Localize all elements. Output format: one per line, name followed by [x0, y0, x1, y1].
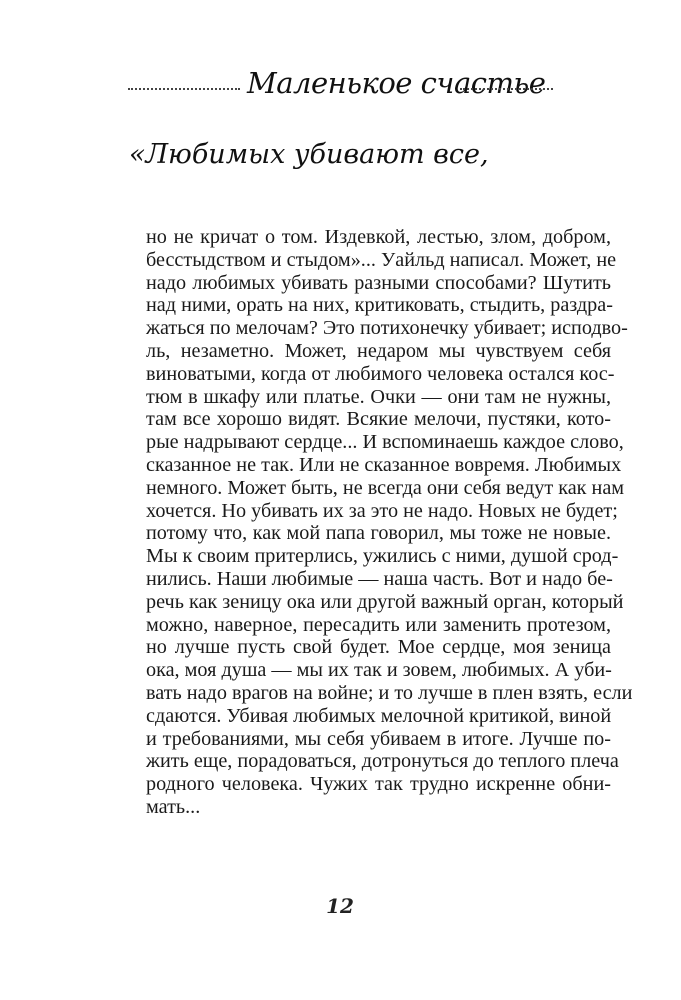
body-line-last: мать...	[146, 795, 201, 818]
body-line: сказанное не так. Или не сказанное вовремя. Любимых	[146, 453, 622, 476]
body-line: родного человека. Чужих так трудно искренне обни-	[146, 773, 611, 796]
body-line: но не кричат о том. Издевкой, лестью, злом, добром,	[146, 226, 611, 248]
body-line: над ними, орать на них, критиковать, стыдить, раздра-	[146, 294, 613, 317]
header-dotted-rule-left	[128, 88, 240, 90]
body-line: ль, незаметно. Может, недаром мы чувствуем себя	[146, 339, 611, 362]
body-line: можно, наверное, пересадить или заменить протезом,	[146, 613, 611, 636]
body-line: Мы к своим притерлись, ужились с ними, душой срод-	[146, 545, 619, 568]
page-number: 12	[326, 894, 354, 918]
body-line: бесстыдством и стыдом»... Уайльд написал. Может, не	[146, 248, 617, 271]
running-header-title: Маленькое счастье	[247, 66, 546, 100]
body-line: жаться по мелочам? Это потихонечку убивает; исподво-	[146, 317, 628, 340]
body-line: сдаются. Убивая любимых мелочной критикой, виной	[146, 704, 612, 727]
body-line: и требованиями, мы себя убиваем в итоге. Лучше по-	[146, 727, 611, 750]
header-dotted-rule-right	[460, 88, 553, 90]
body-line: потому что, как мой папа говорил, мы тоже не новые.	[146, 522, 611, 545]
body-line: ока, моя душа — мы их так и зовем, любимых. А уби-	[146, 659, 612, 682]
body-line: виноватыми, когда от любимого человека остался кос-	[146, 362, 615, 385]
running-header	[128, 64, 553, 112]
body-line: хочется. Но убивать их за это не надо. Новых не будет;	[146, 499, 618, 522]
body-line: тюм в шкафу или платье. Очки — они там не нужны,	[146, 385, 611, 408]
body-line: немного. Может быть, не всегда они себя ведут как нам	[146, 476, 625, 499]
epigraph-quote: «Любимых убивают все,	[129, 139, 489, 170]
body-line: там все хорошо видят. Всякие мелочи, пустяки, кото-	[146, 408, 611, 431]
body-line: рые надрывают сердце... И вспоминаешь каждое слово,	[146, 431, 624, 454]
body-line: надо любимых убивать разными способами? Шутить	[146, 271, 611, 294]
body-line: нились. Наши любимые — наша часть. Вот и надо бе-	[146, 567, 613, 590]
body-line: речь как зеницу ока или другой важный орган, который	[146, 590, 624, 613]
body-paragraph	[146, 226, 633, 819]
body-line: но лучше пусть свой будет. Мое сердце, моя зеница	[146, 636, 611, 659]
body-line: вать надо врагов на войне; и то лучше в плен взять, если	[146, 681, 633, 704]
body-line: жить еще, порадоваться, дотронуться до теплого плеча	[146, 750, 619, 773]
